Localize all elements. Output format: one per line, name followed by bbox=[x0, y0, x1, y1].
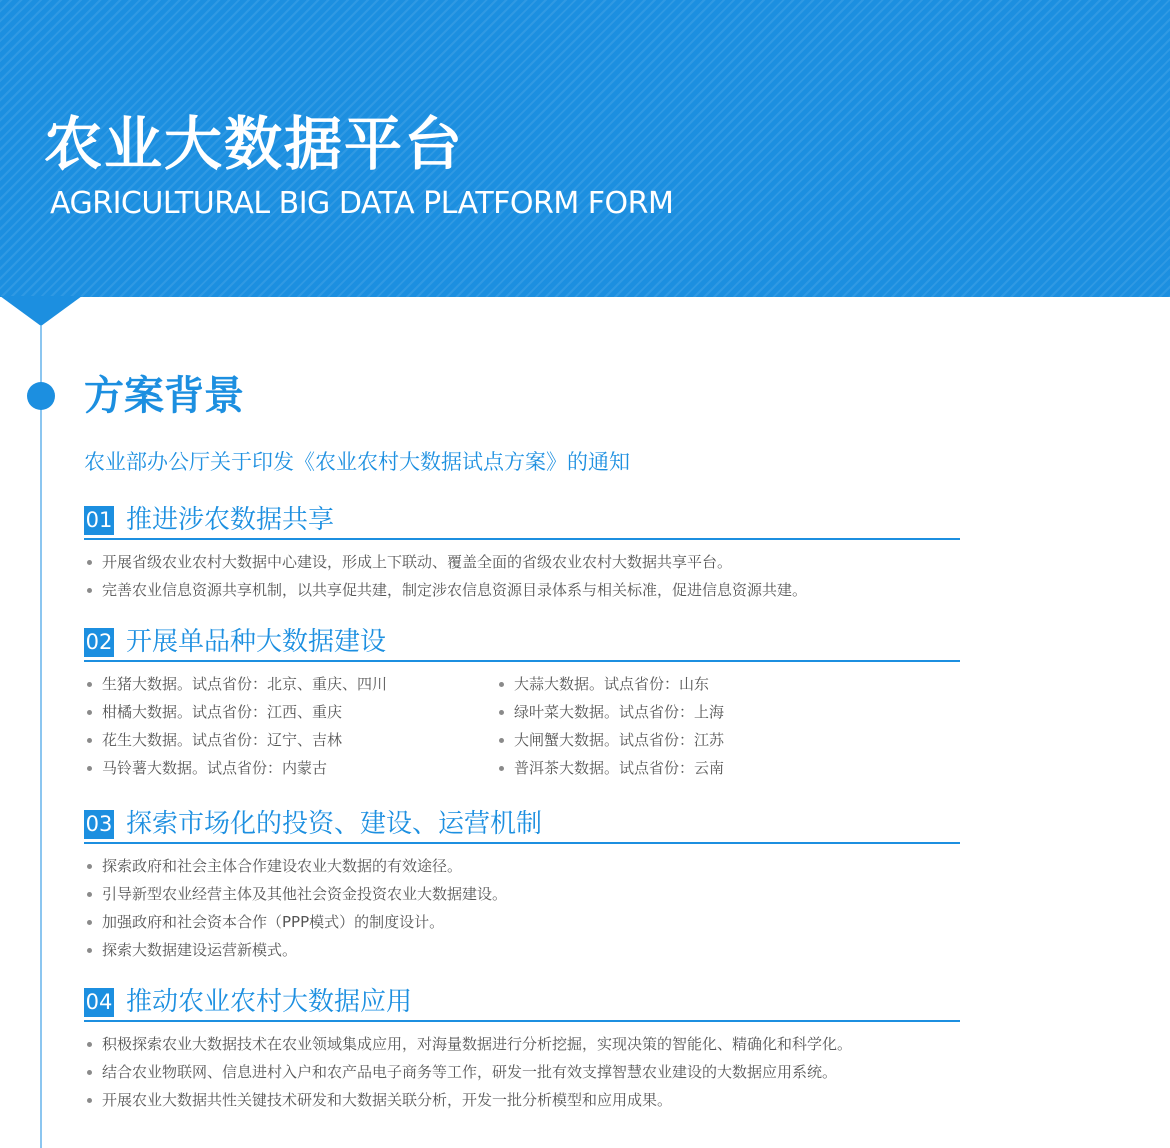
item-title: 开展单品种大数据建设 bbox=[126, 627, 387, 657]
item-block-03 bbox=[84, 806, 960, 964]
pilot-provinces: 试点省份：辽宁、吉林 bbox=[192, 731, 343, 749]
list-item: 结合农业物联网、信息进村入户和农产品电子商务等工作，研发一批有效支撑智慧农业建设的大数据应用系统。 bbox=[84, 1058, 960, 1086]
pilot-provinces: 试点省份：上海 bbox=[619, 703, 725, 721]
item-header bbox=[84, 806, 960, 844]
page-subtitle: AGRICULTURAL BIG DATA PLATFORM FORM bbox=[50, 186, 674, 221]
page-title: 农业大数据平台 bbox=[44, 110, 465, 178]
pilot-provinces: 试点省份：北京、重庆、四川 bbox=[192, 675, 388, 693]
list-item bbox=[496, 754, 724, 782]
banner-notch-decoration bbox=[0, 296, 82, 326]
bullet-list bbox=[84, 548, 960, 604]
bullet-list bbox=[84, 852, 960, 964]
timeline-dot-icon bbox=[27, 382, 55, 410]
pilot-name: 花生大数据。 bbox=[102, 731, 193, 749]
pilot-name: 普洱茶大数据。 bbox=[514, 759, 620, 777]
list-item bbox=[496, 670, 724, 698]
item-title: 推动农业农村大数据应用 bbox=[126, 987, 413, 1017]
item-block-04 bbox=[84, 984, 960, 1114]
pilot-name: 大闸蟹大数据。 bbox=[514, 731, 620, 749]
item-block-01 bbox=[84, 502, 960, 604]
item-header bbox=[84, 984, 960, 1022]
list-item: 积极探索农业大数据技术在农业领域集成应用，对海量数据进行分析挖掘，实现决策的智能化、精确化和科学化。 bbox=[84, 1030, 960, 1058]
pilot-grid bbox=[84, 670, 960, 782]
pilot-provinces: 试点省份：云南 bbox=[619, 759, 725, 777]
list-item bbox=[84, 670, 387, 698]
section-heading: 方案背景 bbox=[84, 373, 244, 419]
item-block-02 bbox=[84, 624, 960, 782]
timeline-line bbox=[40, 326, 42, 1148]
list-item: 探索大数据建设运营新模式。 bbox=[84, 936, 960, 964]
pilot-list-right bbox=[496, 670, 724, 782]
pilot-provinces: 试点省份：江苏 bbox=[619, 731, 725, 749]
notice-title: 农业部办公厅关于印发《农业农村大数据试点方案》的通知 bbox=[84, 450, 630, 474]
list-item bbox=[496, 698, 724, 726]
item-number-badge: 04 bbox=[84, 988, 114, 1017]
pilot-name: 生猪大数据。 bbox=[102, 675, 193, 693]
bullet-list bbox=[84, 1030, 960, 1114]
list-item: 加强政府和社会资本合作（PPP模式）的制度设计。 bbox=[84, 908, 960, 936]
list-item bbox=[84, 754, 387, 782]
list-item: 开展省级农业农村大数据中心建设，形成上下联动、覆盖全面的省级农业农村大数据共享平台。 bbox=[84, 548, 960, 576]
list-item: 探索政府和社会主体合作建设农业大数据的有效途径。 bbox=[84, 852, 960, 880]
pilot-name: 柑橘大数据。 bbox=[102, 703, 193, 721]
list-item: 引导新型农业经营主体及其他社会资金投资农业大数据建设。 bbox=[84, 880, 960, 908]
item-header bbox=[84, 502, 960, 540]
item-number-badge: 01 bbox=[84, 506, 114, 535]
pilot-provinces: 试点省份：山东 bbox=[604, 675, 710, 693]
header-banner bbox=[0, 0, 1170, 297]
list-item: 完善农业信息资源共享机制，以共享促共建，制定涉农信息资源目录体系与相关标准，促进信息资源共建。 bbox=[84, 576, 960, 604]
item-title: 探索市场化的投资、建设、运营机制 bbox=[126, 809, 543, 839]
list-item bbox=[84, 698, 387, 726]
item-number-badge: 03 bbox=[84, 810, 114, 839]
item-header bbox=[84, 624, 960, 662]
item-title: 推进涉农数据共享 bbox=[126, 505, 335, 535]
list-item bbox=[84, 726, 387, 754]
pilot-provinces: 试点省份：内蒙古 bbox=[207, 759, 328, 777]
list-item: 开展农业大数据共性关键技术研发和大数据关联分析，开发一批分析模型和应用成果。 bbox=[84, 1086, 960, 1114]
pilot-provinces: 试点省份：江西、重庆 bbox=[192, 703, 343, 721]
pilot-name: 大蒜大数据。 bbox=[514, 675, 605, 693]
pilot-name: 绿叶菜大数据。 bbox=[514, 703, 620, 721]
pilot-list-left bbox=[84, 670, 387, 782]
item-number-badge: 02 bbox=[84, 628, 114, 657]
list-item bbox=[496, 726, 724, 754]
pilot-name: 马铃薯大数据。 bbox=[102, 759, 208, 777]
